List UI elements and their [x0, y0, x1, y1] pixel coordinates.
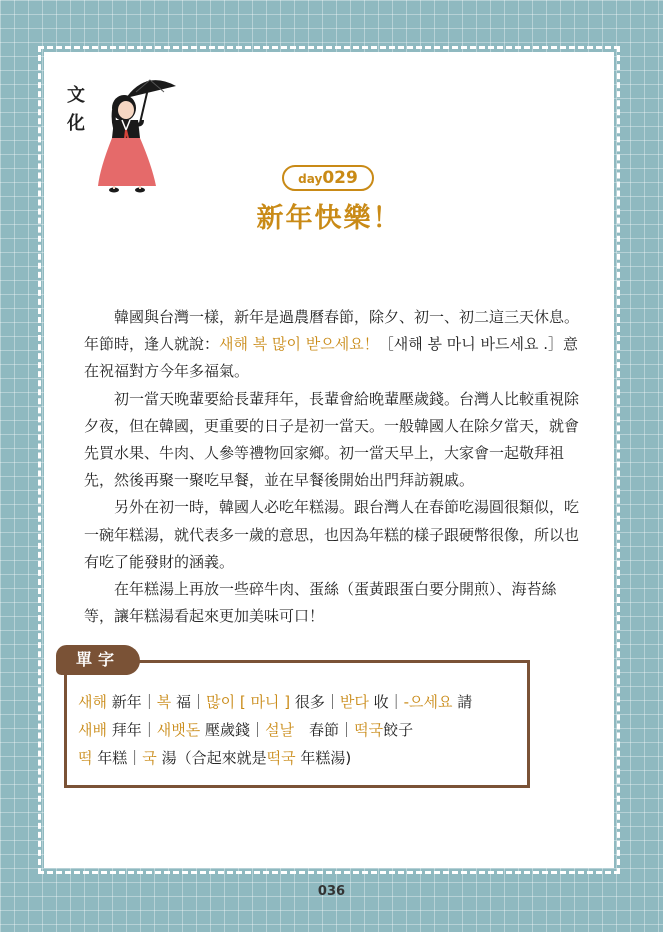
vocab-meaning: 請 — [452, 693, 473, 711]
vocab-korean: 새해 — [78, 693, 107, 711]
culture-tag-char-2: 化 — [67, 113, 85, 134]
vocab-korean: 새뱃돈 — [156, 721, 201, 739]
vocab-korean: 설날 — [265, 721, 295, 739]
vocab-line — [78, 716, 528, 744]
paragraph-text: 韓國與台灣一樣，新年是過農曆春節，除夕、初一、初二這三天休息。年節時，逢人就說： — [84, 308, 580, 354]
vocab-meaning: 湯（合起來就是 — [156, 749, 267, 767]
vocab-separator: ｜ — [127, 749, 143, 767]
vocab-meaning: 春節 — [294, 721, 340, 739]
vocab-korean: -으세요 — [403, 693, 453, 711]
paragraph: 初一當天晚輩要給長輩拜年，長輩會給晚輩壓歲錢。台灣人比較重視除夕夜，但在韓國，更重要的日子是初一當天。一般韓國人在除夕當天，就會先買水果、牛肉、人參等禮物回家鄉。初一當天早上，大家會一起敬拜祖先，然後再聚一聚吃早餐，並在早餐後開始出門拜訪親戚。 — [84, 389, 580, 490]
vocab-korean: 복 — [156, 693, 172, 711]
vocab-meaning: 很多 — [290, 693, 325, 711]
vocab-separator: ｜ — [324, 693, 340, 711]
vocab-meaning: 年糕湯) — [295, 749, 352, 767]
paragraph — [84, 304, 584, 386]
culture-tag — [66, 82, 86, 138]
vocab-meaning: 年糕 — [92, 749, 128, 767]
page-number: 036 — [317, 884, 346, 899]
vocab-separator: ｜ — [141, 693, 157, 711]
day-badge-prefix: day — [298, 172, 323, 186]
vocab-meaning: 新年 — [106, 693, 142, 711]
vocab-separator: ｜ — [388, 693, 404, 711]
vocab-korean: 떡국 — [266, 749, 296, 767]
vocab-korean: 떡 — [78, 749, 93, 767]
vocab-korean: 떡국 — [354, 721, 384, 739]
vocab-separator: ｜ — [141, 721, 157, 739]
vocab-korean: 새배 — [78, 721, 107, 739]
paragraph: 在年糕湯上再放一些碎牛肉、蛋絲（蛋黃跟蛋白要分開煎）、海苔絲等，讓年糕湯看起來更加美味可口！ — [84, 580, 557, 626]
vocab-meaning: 拜年 — [106, 721, 142, 739]
vocab-separator: ｜ — [250, 721, 266, 739]
paragraph-text: ［새해 봉 마니 바드세요 .］意在祝福對方今年多福氣。 — [84, 335, 578, 381]
vocab-line — [78, 744, 528, 772]
page-title: 新年快樂！ — [256, 203, 402, 234]
vocab-list — [78, 688, 528, 772]
vocab-separator: ｜ — [191, 693, 207, 711]
vocab-separator: ｜ — [339, 721, 355, 739]
vocab-meaning: 餃子 — [383, 721, 414, 739]
vocab-korean: 많이 [ 마니 ] — [206, 693, 291, 711]
vocab-korean: 국 — [142, 749, 157, 767]
paragraph: 另外在初一時，韓國人必吃年糕湯。跟台灣人在春節吃湯圓很類似，吃一碗年糕湯，就代表多一歲的意思，也因為年糕的樣子跟硬幣很像，所以也有吃了能發財的涵義。 — [84, 498, 580, 571]
vocab-meaning: 福 — [171, 693, 192, 711]
vocab-line — [78, 688, 528, 716]
vocab-meaning: 壓歲錢 — [200, 721, 251, 739]
vocab-heading: 單字 — [56, 645, 140, 675]
korean-greeting: 새해 복 많이 받으세요！ — [219, 335, 379, 354]
day-badge — [282, 165, 374, 191]
day-badge-number: 029 — [322, 168, 358, 188]
article-body — [84, 304, 584, 630]
hanbok-girl-illustration — [84, 68, 184, 198]
vocab-meaning: 收 — [368, 693, 389, 711]
culture-tag-char-1: 文 — [67, 85, 85, 106]
vocab-korean: 받다 — [339, 693, 369, 711]
